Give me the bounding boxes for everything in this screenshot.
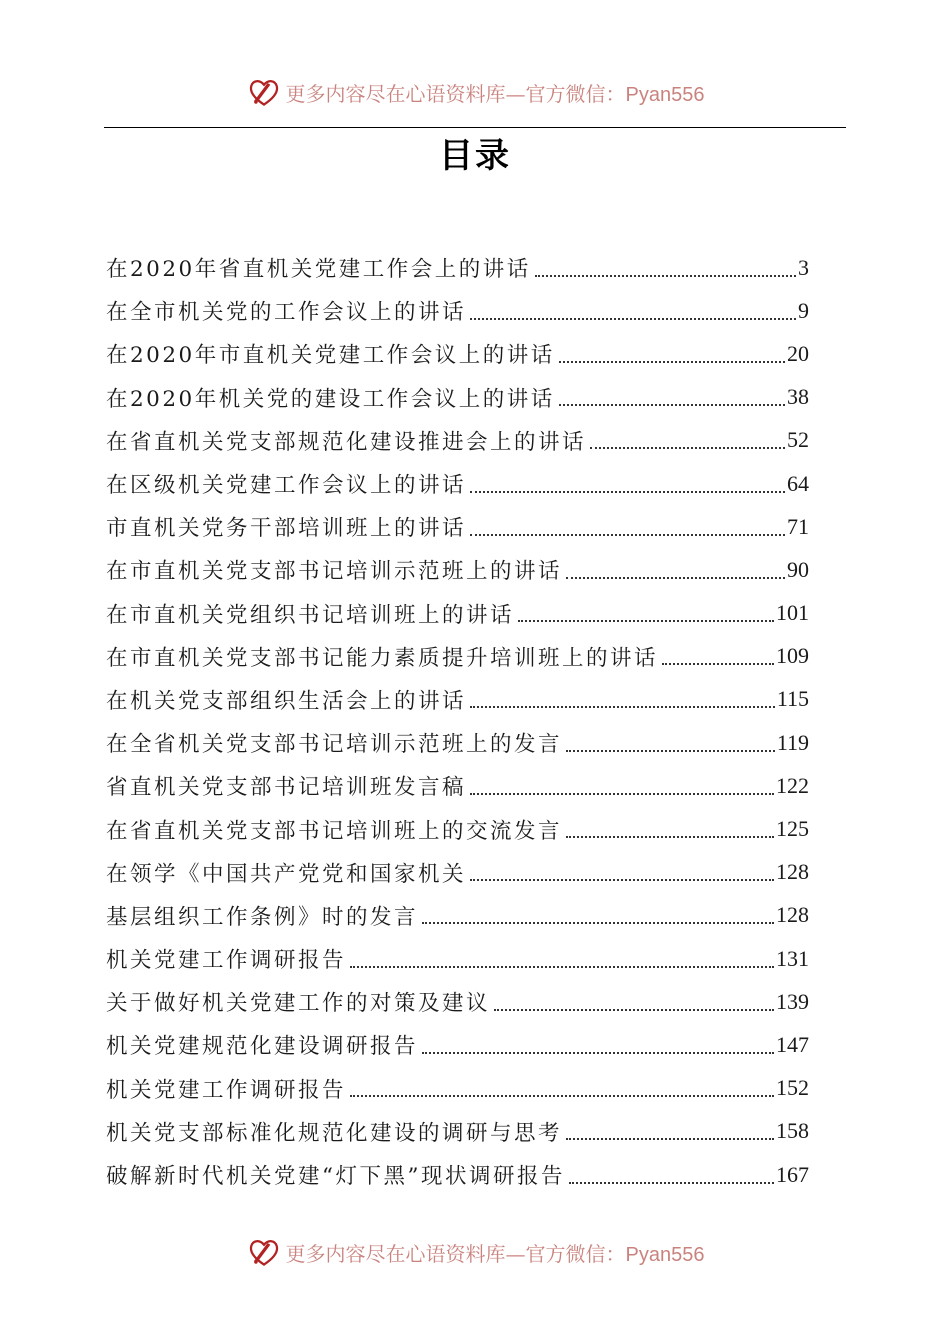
toc-leader-dots [422, 922, 774, 924]
toc-entry[interactable] [106, 592, 809, 635]
toc-entry-title: 在省直机关党支部规范化建设推进会上的讲话 [106, 429, 587, 455]
toc-leader-dots [422, 1052, 774, 1054]
heart-quill-logo-icon [246, 1234, 282, 1270]
toc-page-number: 147 [776, 1031, 809, 1057]
toc-leader-dots [350, 966, 774, 968]
toc-entry-title: 基层组织工作条例》时的发言 [106, 904, 419, 930]
toc-leader-dots [566, 836, 774, 838]
toc-leader-dots [559, 361, 785, 363]
toc-entry[interactable] [106, 419, 809, 462]
footer-watermark [0, 1230, 950, 1274]
toc-entry[interactable] [106, 678, 809, 721]
toc-page-number: 115 [776, 686, 809, 712]
toc-entry[interactable] [106, 851, 809, 894]
toc-entry-title: 在市直机关党支部书记培训示范班上的讲话 [106, 559, 563, 585]
toc-leader-dots [569, 1182, 774, 1184]
toc-page-number: 119 [776, 729, 809, 755]
toc-page-number: 125 [776, 816, 809, 842]
toc-entry-title: 在全省机关党支部书记培训示范班上的发言 [106, 732, 563, 758]
toc-page-number: 38 [787, 384, 809, 410]
toc-leader-dots [518, 620, 774, 622]
toc-entry-title: 在全市机关党的工作会议上的讲话 [106, 300, 467, 326]
toc-page-number: 128 [776, 859, 809, 885]
toc-entry-title: 机关党支部标准化规范化建设的调研与思考 [106, 1120, 563, 1146]
toc-entry[interactable] [106, 1067, 809, 1110]
toc-page-number: 9 [798, 297, 809, 323]
toc-page-number: 167 [776, 1161, 809, 1187]
toc-leader-dots [559, 404, 785, 406]
toc-page-number: 71 [787, 513, 809, 539]
toc-entry-title: 在2020年省直机关党建工作会上的讲话 [106, 257, 531, 283]
toc-entry[interactable] [106, 505, 809, 548]
toc-page-number: 128 [776, 902, 809, 928]
toc-entry[interactable] [106, 1153, 809, 1196]
toc-leader-dots [566, 750, 775, 752]
page-title: 目录 [439, 136, 511, 176]
toc-entry[interactable] [106, 937, 809, 980]
toc-leader-dots [470, 318, 796, 320]
toc-page-number: 131 [776, 945, 809, 971]
toc-entry[interactable] [106, 548, 809, 591]
table-of-contents [106, 246, 809, 1196]
toc-entry[interactable] [106, 635, 809, 678]
toc-entry-title: 在2020年市直机关党建工作会议上的讲话 [106, 343, 555, 369]
toc-leader-dots [535, 275, 796, 277]
toc-leader-dots [470, 706, 775, 708]
toc-leader-dots [350, 1095, 774, 1097]
toc-leader-dots [470, 534, 785, 536]
toc-page-number: 158 [776, 1118, 809, 1144]
toc-entry[interactable] [106, 721, 809, 764]
toc-entry-title: 在省直机关党支部书记培训班上的交流发言 [106, 818, 563, 844]
toc-entry[interactable] [106, 894, 809, 937]
toc-page-number: 139 [776, 988, 809, 1014]
toc-entry[interactable] [106, 1023, 809, 1066]
toc-page-number: 101 [776, 600, 809, 626]
toc-leader-dots [470, 793, 774, 795]
heart-quill-logo-icon [246, 74, 282, 110]
toc-entry[interactable] [106, 376, 809, 419]
toc-leader-dots [494, 1009, 774, 1011]
toc-leader-dots [566, 1138, 774, 1140]
watermark-text: 更多内容尽在心语资料库—官方微信：Pyan556 [285, 1241, 705, 1266]
toc-page-number: 122 [776, 772, 809, 798]
toc-page-number: 20 [787, 340, 809, 366]
toc-entry-title: 机关党建工作调研报告 [106, 1077, 347, 1103]
toc-entry-title: 在领学《中国共产党党和国家机关 [106, 861, 467, 887]
toc-leader-dots [470, 879, 774, 881]
toc-leader-dots [470, 491, 785, 493]
toc-entry-title: 机关党建工作调研报告 [106, 948, 347, 974]
toc-entry[interactable] [106, 980, 809, 1023]
toc-entry-title: 机关党建规范化建设调研报告 [106, 1034, 419, 1060]
toc-entry[interactable] [106, 289, 809, 332]
toc-page-number: 90 [787, 556, 809, 582]
toc-entry-title: 在区级机关党建工作会议上的讲话 [106, 473, 467, 499]
toc-entry-title: 在市直机关党组织书记培训班上的讲话 [106, 602, 515, 628]
toc-entry-title: 市直机关党务干部培训班上的讲话 [106, 516, 467, 542]
toc-leader-dots [662, 663, 774, 665]
header-watermark [0, 70, 950, 114]
toc-entry-title: 破解新时代机关党建“灯下黑”现状调研报告 [106, 1164, 565, 1190]
toc-page-number: 3 [798, 254, 809, 280]
toc-entry[interactable] [106, 332, 809, 375]
toc-entry-title: 在2020年机关党的建设工作会议上的讲话 [106, 386, 555, 412]
toc-entry[interactable] [106, 764, 809, 807]
toc-leader-dots [566, 577, 785, 579]
toc-page-number: 152 [776, 1075, 809, 1101]
toc-entry[interactable] [106, 807, 809, 850]
toc-page-number: 109 [776, 643, 809, 669]
toc-page-number: 64 [787, 470, 809, 496]
toc-entry-title: 关于做好机关党建工作的对策及建议 [106, 991, 491, 1017]
toc-entry[interactable] [106, 1110, 809, 1153]
toc-entry[interactable] [106, 462, 809, 505]
toc-page-number: 52 [787, 427, 809, 453]
toc-entry-title: 在市直机关党支部书记能力素质提升培训班上的讲话 [106, 645, 659, 671]
toc-entry-title: 省直机关党支部书记培训班发言稿 [106, 775, 467, 801]
toc-entry[interactable] [106, 246, 809, 289]
watermark-text: 更多内容尽在心语资料库—官方微信：Pyan556 [285, 81, 705, 106]
toc-entry-title: 在机关党支部组织生活会上的讲话 [106, 688, 467, 714]
toc-leader-dots [590, 447, 785, 449]
